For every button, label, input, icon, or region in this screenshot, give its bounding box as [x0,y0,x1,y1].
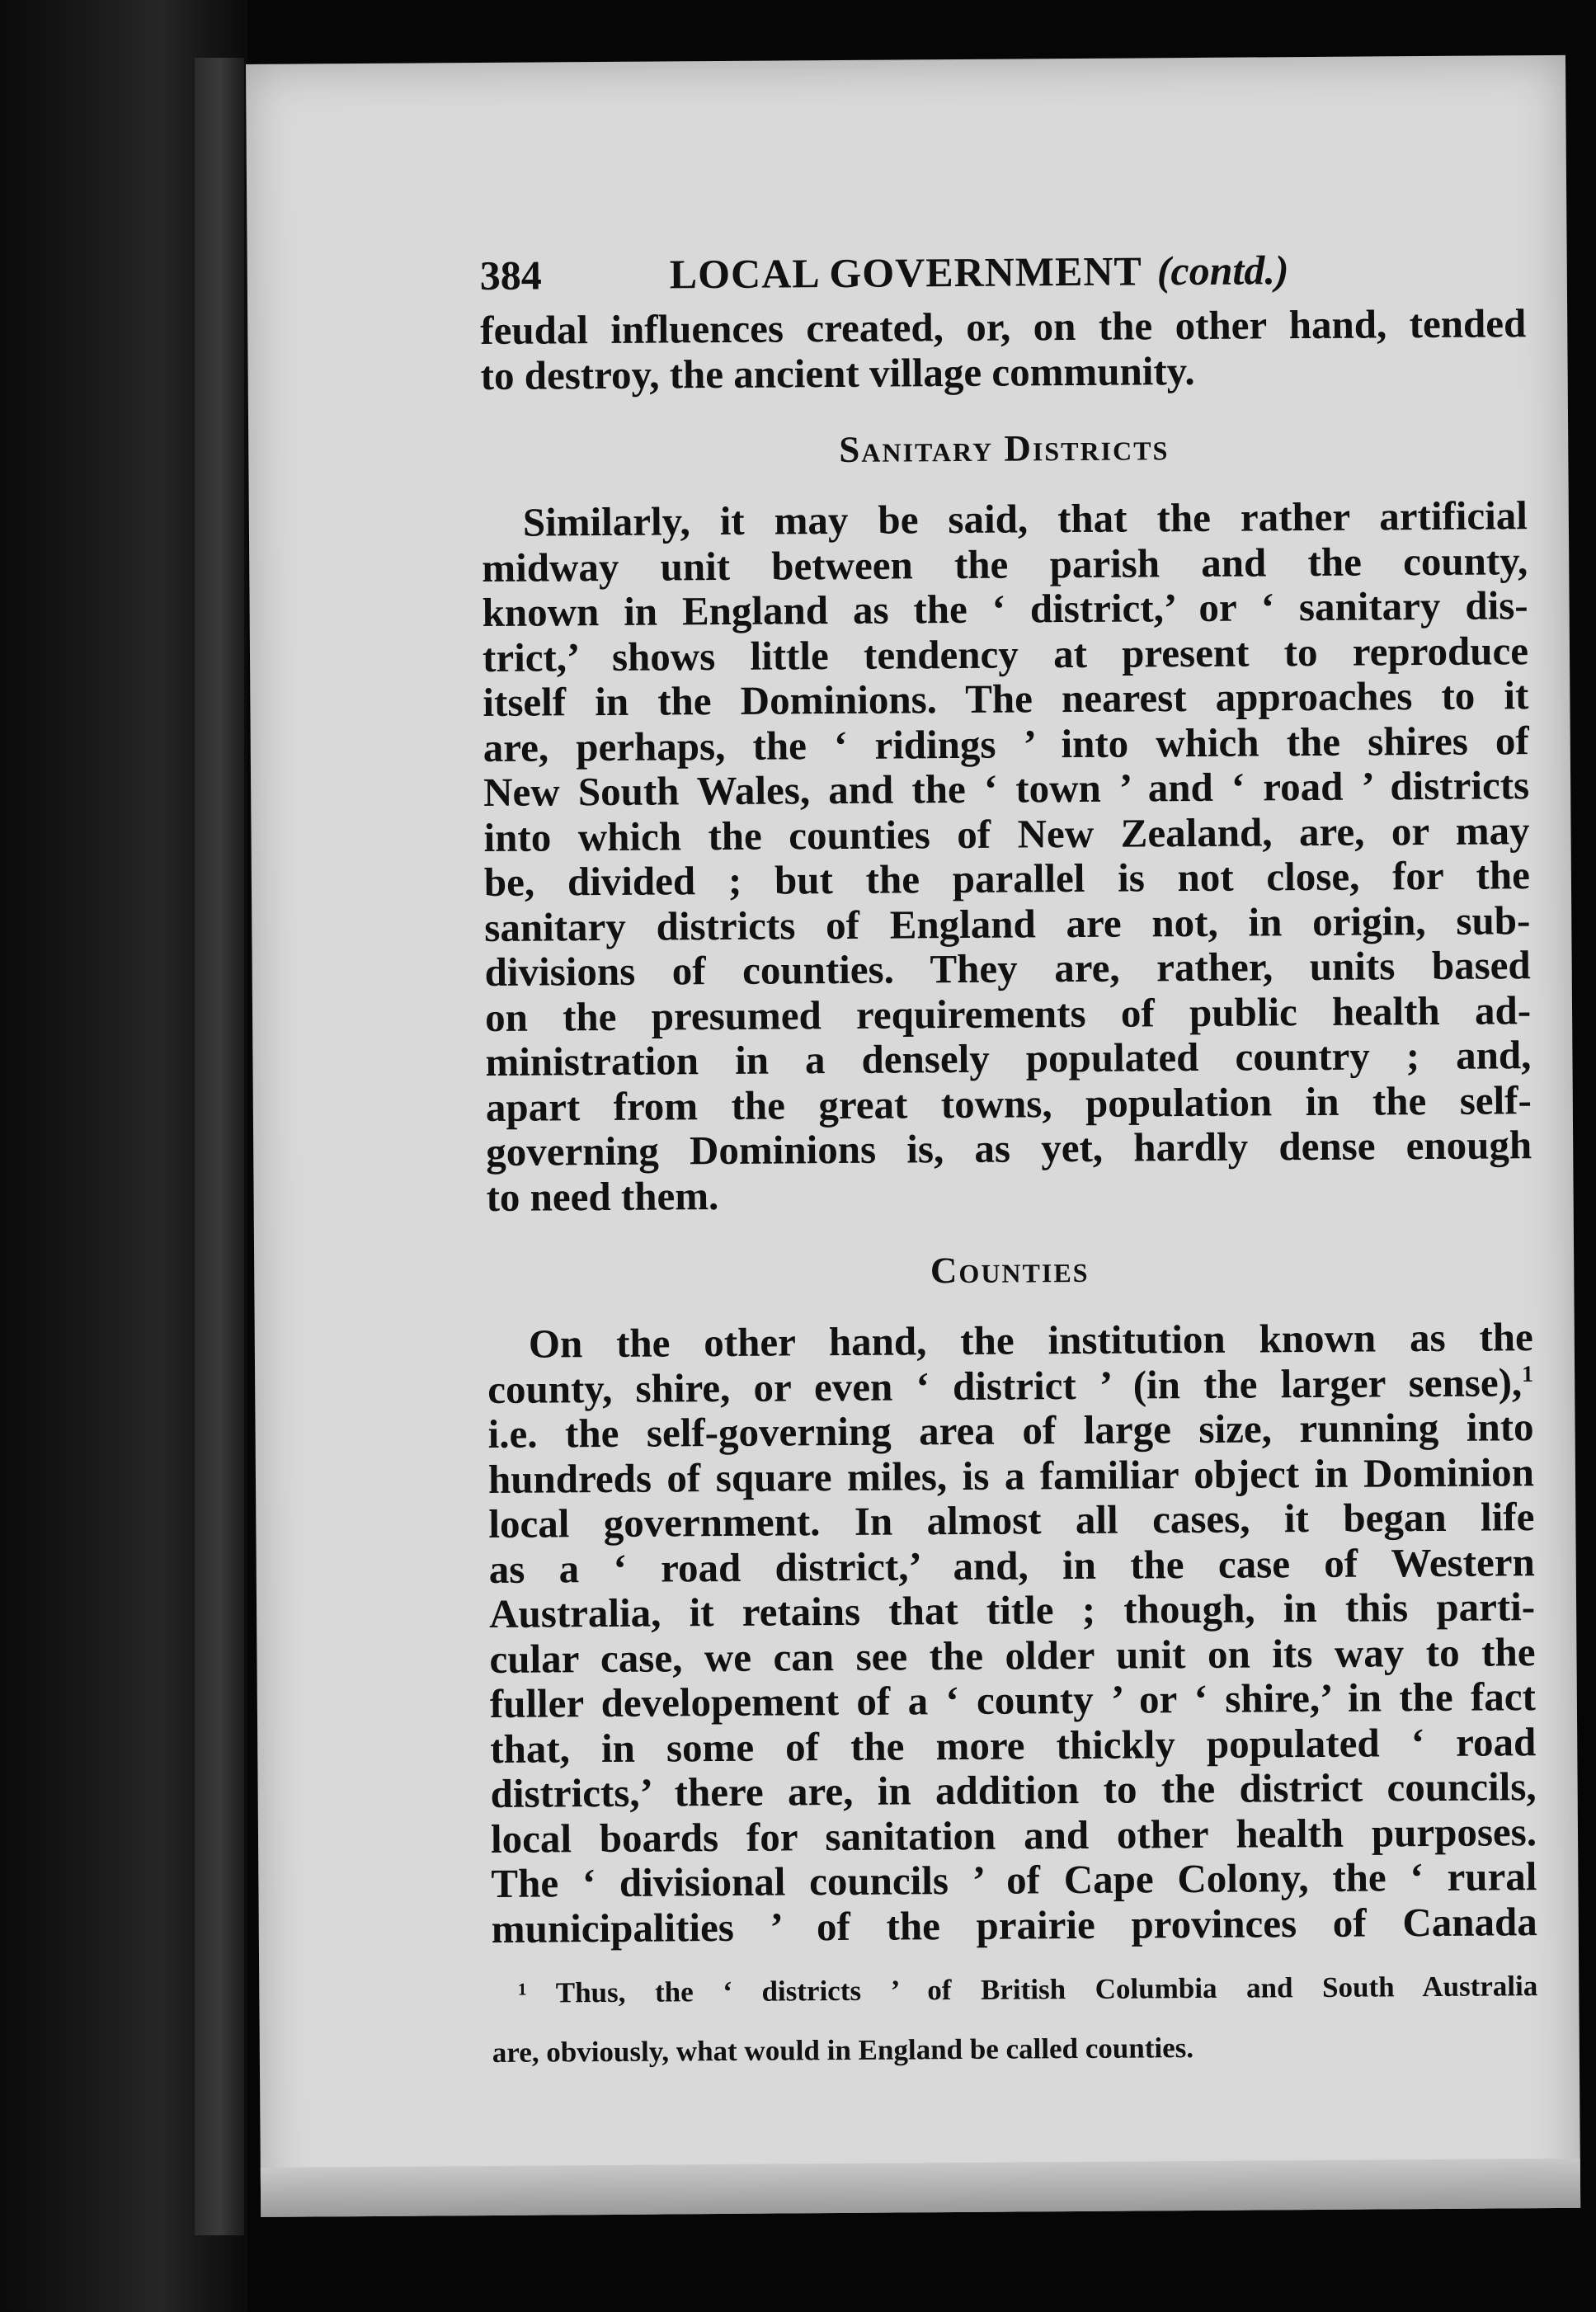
text-line: governing Dominions is, as yet, hardly dense enough [486,1122,1532,1175]
page-bottom-edge [261,2159,1580,2217]
text-line: New South Wales, and the ‘ town ’ and ‘ road ’ districts [483,762,1530,816]
text-line: sanitary districts of England are not, in origin, sub- [484,897,1531,950]
text-line: divisions of counties. They are, rather, units based [484,942,1531,996]
footnote-reference: 1 [1522,1361,1534,1387]
paragraph-counties [487,1315,1537,1952]
text-line: apart from the great towns, population in the self- [485,1076,1532,1130]
text-line: be, divided ; but the parallel is not close, for the [483,852,1531,906]
text-line: trict,’ shows little tendency at present to reproduce [482,627,1529,680]
opening-paragraph [480,301,1527,398]
text-line: fuller developement of a ‘ county ’ or ‘ shire,’ in the fact [489,1674,1537,1726]
text-line: On the other hand, the institution known as the [528,1314,1533,1367]
text-line: to destroy, the ancient village community. [480,347,1195,398]
text-line: ministration in a densely populated country ; and, [485,1032,1532,1085]
text-line: cular case, we can see the older unit on its way to the [489,1628,1536,1682]
section-heading-sanitary-districts: Sanitary Districts [839,426,1170,470]
text-line: hundreds of square miles, is a familiar object in Dominion [487,1448,1535,1502]
footnote-line: are, obviously, what would in England be called counties. [492,2032,1194,2069]
running-head [480,243,1526,308]
footnote-line: ¹ Thus, the ‘ districts ’ of British Columbia and South Australia [518,1970,1538,2009]
text-line-part: county, shire, or even ‘ district ’ (in the larger sense), [487,1358,1523,1412]
text-line: feudal influences created, or, on the other hand, tended [480,300,1527,354]
text-line: midway unit between the parish and the county, [482,537,1528,591]
text-line: to need them. [486,1172,719,1220]
section-heading-counties: Counties [930,1248,1090,1292]
text-line: municipalities ’ of the prairie provinces of Canada [491,1898,1537,1952]
footnote [492,1969,1538,2070]
text-line: local government. In almost all cases, it began life [488,1494,1535,1547]
page-number: 384 [479,252,542,299]
text-line: local boards for sanitation and other health purposes. [490,1808,1537,1862]
text-line: Similarly, it may be said, that the rather artificial [522,492,1528,545]
text-line: are, perhaps, the ‘ ridings ’ into which the shires of [483,717,1529,770]
text-line: i.e. the self-governing area of large size, running into [487,1404,1534,1457]
text-line: The ‘ divisional councils ’ of Cape Colony, the ‘ rural [491,1853,1537,1906]
book-page [246,55,1580,2217]
text-line: on the presumed requirements of public health ad- [484,986,1532,1040]
text-line: districts,’ there are, in addition to the district councils, [490,1763,1537,1816]
text-line: as a ‘ road district,’ and, in the case of Western [488,1538,1535,1592]
running-title-contd: (contd.) [1156,247,1289,294]
paragraph-sanitary-districts [482,493,1532,1220]
running-title: LOCAL GOVERNMENT [669,247,1142,298]
text-line: Australia, it retains that title ; though, in this parti- [488,1584,1536,1636]
page-text-block [480,243,1538,2070]
page-edge-strip [195,58,244,2235]
text-line: into which the counties of New Zealand, are, or may [483,807,1530,860]
text-line: that, in some of the more thickly populated ‘ road [490,1718,1537,1772]
text-line: itself in the Dominions. The nearest approaches to it [483,672,1529,726]
text-line: known in England as the ‘ district,’ or ‘ sanitary dis- [482,582,1528,636]
